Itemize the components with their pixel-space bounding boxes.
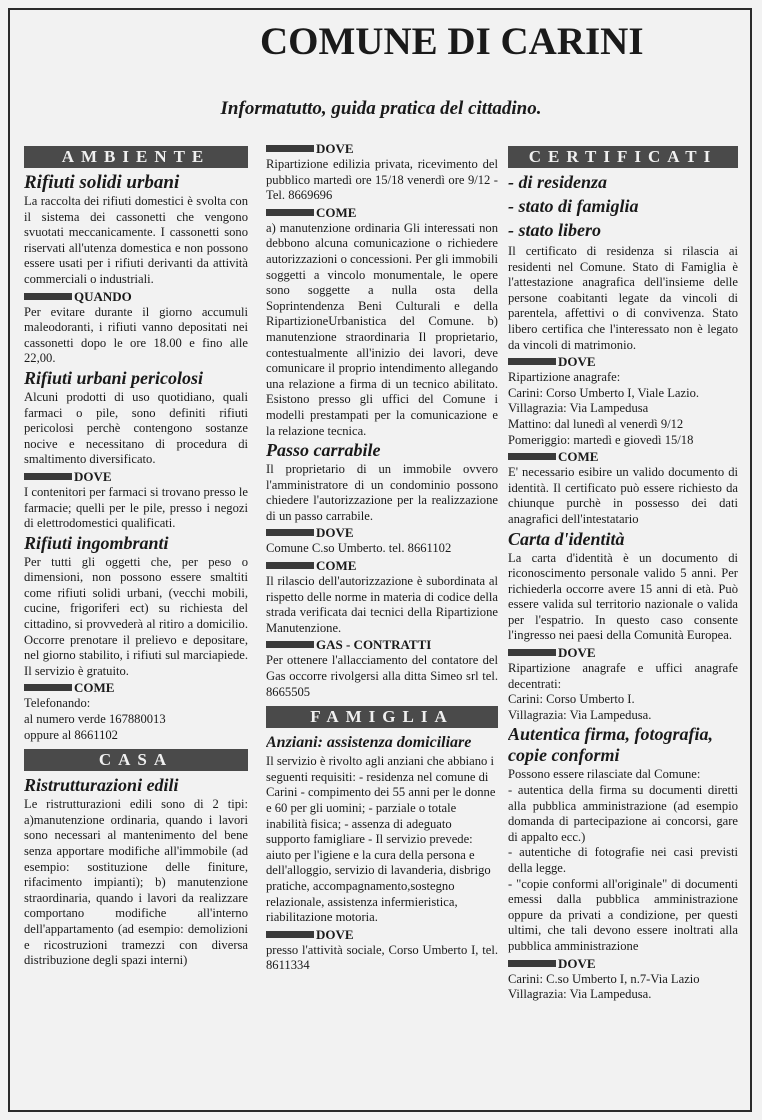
text-dove-farmaci: I contenitori per farmaci si trovano presso le farmacie; quelli per le pile, presso i negozi di elettrodomestici qualificati.	[24, 484, 248, 531]
text-autentica-firma: - autentica della firma su documenti diretti alla pubblica amministrazione (ad esempio domanda di partecipazione ai concorsi, gare di appalto ecc.)	[508, 783, 738, 844]
section-band-ambiente: AMBIENTE	[24, 146, 248, 168]
text-rilascio-autorizzazione: Il rilascio dell'autorizzazione è subordinata al rispetto delle norme in materia di codice della strada verificata dai tecnici della Ripartizione Manutenzione.	[266, 574, 498, 635]
heading-autentica-firma: Autentica firma, fotografia, copie conformi	[508, 724, 714, 766]
text-come-certificato: E' necessario esibire un valido documento di identità. Il certificato può essere richiesto da chiunque purchè in possesso dei dati anagrafici dell'intestatario	[508, 465, 738, 526]
heading-rifiuti-pericolosi: Rifiuti urbani pericolosi	[24, 367, 204, 388]
text-dove-line: Carini: Corso Umberto I, Viale Lazio.	[508, 385, 700, 400]
page-subtitle: Informatutto, guida pratica del cittadino.	[220, 98, 542, 119]
list-item-residenza: - di residenza	[508, 172, 607, 192]
label-dove: DOVE	[508, 354, 738, 369]
section-band-certificati: CERTIFICATI	[508, 146, 738, 168]
heading-rifiuti-ingombranti: Rifiuti ingombranti	[24, 532, 169, 553]
text-quando: Per evitare durante il giorno accumuli maleodoranti, i rifiuti vanno depositati nei cassonetti dopo le ore 18.00 e fino alle 22,00.	[24, 304, 248, 366]
text-gas-contratti: Per ottenere l'allacciamento del contatore del Gas occorre rivolgersi alla ditta Simeo srl tel. 8665505	[266, 653, 498, 699]
text-ristrutturazioni-edili: Le ristrutturazioni edili sono di 2 tipi: a)manutenzione ordinaria, quando i lavori sono necessari al mantenimento del bene senza apportare modifiche all'immobile (ad esempio: sostituzione delle finiture, rifacimento impianti); b) manutenzione straordinaria, quando i lavori da realizzare comportano modifiche all'interno dell'appartamento (ad esempio: demolizioni e ricostruzioni tramezzi con diversa distribuzione degli spazi interni)	[24, 797, 248, 968]
label-bar	[508, 453, 556, 460]
heading-passo-carrabile: Passo carrabile	[266, 440, 381, 461]
label-bar	[266, 931, 314, 938]
text-dove-line: Pomeriggio: martedì e giovedì 15/18	[508, 432, 694, 447]
label-come: COME	[508, 449, 738, 464]
label-bar	[24, 473, 72, 480]
label-bar	[266, 529, 314, 536]
text-dove-line: Ripartizione anagrafe:	[508, 370, 621, 385]
label-dove: DOVE	[508, 645, 738, 660]
label-bar	[508, 358, 556, 365]
label-bar	[266, 145, 314, 152]
text-certificati: Il certificato di residenza si rilascia ai residenti nel Comune. Stato di Famiglia è l'attestazione anagrafica dell'insieme delle persone coabitanti legate da vincoli di parentela, affettivi o di convivenza. Stato libero certifica che l'interessato non è legato da vincoli di matrimonio.	[508, 244, 738, 352]
column-middle	[266, 140, 498, 974]
column-right	[508, 140, 738, 1003]
text-dove-line: Mattino: dal lunedì al venerdì 9/12	[508, 416, 684, 431]
text-dove-line: Villagrazia: Via Lampedusa	[508, 401, 649, 416]
label-quando: QUANDO	[24, 289, 248, 304]
heading-anziani: Anziani: assistenza domiciliare	[266, 734, 472, 752]
label-come: COME	[266, 558, 498, 573]
text-dove-line: Ripartizione anagrafe e uffici anagrafe decentrati:	[508, 661, 738, 691]
text-come-line: Telefonando:	[24, 696, 91, 711]
label-come: COME	[266, 205, 498, 220]
label-bar	[24, 293, 72, 300]
label-come: COME	[24, 680, 248, 695]
label-bar	[266, 562, 314, 569]
text-autentica-fotografie: - autentiche di fotografie nei casi previsti della legge.	[508, 845, 738, 875]
label-bar	[266, 641, 314, 648]
heading-ristrutturazioni-edili: Ristrutturazioni edili	[24, 775, 179, 796]
text-rifiuti-solidi-urbani: La raccolta dei rifiuti domestici è svolta con il sistema dei cassonetti che vengono svuotati meccanicamente. I cassonetti sono riservati all'utenza domestica e non possono essere usati per i rifiuti derivanti da attività commerciali o industriali.	[24, 194, 248, 286]
list-item-stato-libero: - stato libero	[508, 220, 601, 240]
label-dove: DOVE	[508, 956, 738, 971]
text-oppure: oppure al 8661102	[24, 727, 118, 742]
list-item-stato-famiglia: - stato di famiglia	[508, 196, 639, 216]
text-dove-line: Carini: Corso Umberto I.	[508, 692, 635, 707]
text-carta-identita: La carta d'identità è un documento di riconoscimento personale valido 5 anni. Per richiederla occorre avere 15 anni di età. Può essere valida sul territorio nazionale o valida per l'espatrio. In questo caso consente l'ingresso nei paesi della Comunità Europea.	[508, 550, 738, 643]
page-title: COMUNE DI CARINI	[260, 20, 644, 63]
label-dove: DOVE	[266, 927, 498, 942]
heading-rifiuti-solidi-urbani: Rifiuti solidi urbani	[24, 172, 180, 193]
column-left	[24, 140, 248, 969]
label-dove: DOVE	[266, 525, 498, 540]
section-band-casa: CASA	[24, 749, 248, 771]
text-rifiuti-ingombranti: Per tutti gli oggetti che, per peso o dimensioni, non possono essere smaltiti come rifiuti solidi urbani, (vecchi mobili, cucine, frigoriferi ect) su richiesta del cittadino, si provvederà al ritiro a domicilio. Occorre prenotare il prelievo e depositare, nel giorno stabilito, i rifiuti sul marciapiede. Il servizio è gratuito.	[24, 554, 248, 678]
label-bar	[508, 960, 556, 967]
text-dove-line: Villagrazia: Via Lampedusa.	[508, 987, 652, 1002]
section-band-famiglia: FAMIGLIA	[266, 706, 498, 728]
text-numero-verde: al numero verde 167880013	[24, 712, 166, 727]
text-autentica-intro: Possono essere rilasciate dal Comune:	[508, 767, 701, 782]
text-dove-line: Carini: C.so Umberto I, n.7-Via Lazio	[508, 971, 700, 986]
heading-carta-identita: Carta d'identità	[508, 528, 625, 549]
label-bar	[24, 684, 72, 691]
label-dove: DOVE	[24, 469, 248, 484]
text-manutenzione: a) manutenzione ordinaria Gli interessati non debbono alcuna comunicazione o richiedere autorizzazioni o concessioni. Per gli immobili soggetti a vincolo monumentale, le opere sono soggette a nulla osta della Soprintendenza Beni Culturali e della RipartizioneUrbanistica del Comune. b) manutenzione straordinaria Il proprietario, contestualmente all'inizio dei lavori, deve comunicare il proprio intendimento allegando una relazione a firma di un tecnico abilitato. Esistono presso gli uffici del Comune i modelli prestampati per la comunicazione e la relazione tecnica.	[266, 220, 498, 438]
label-bar	[266, 209, 314, 216]
text-ripartizione-edilizia: Ripartizione edilizia privata, ricevimento del pubblico martedì ore 15/18 venerdì ore 9/12 - Tel. 8669696	[266, 157, 498, 203]
text-comune-corso-umberto: Comune C.so Umberto. tel. 8661102	[266, 541, 452, 556]
label-bar	[508, 649, 556, 656]
text-anziani: Il servizio è rivolto agli anziani che abbiano i seguenti requisiti: - residenza nel comune di Carini - compimento dei 55 anni per le donne e 60 per gli uomini; - parziale o totale inabilità fisica; - assenza di adeguato supporto famigliare - Il servizio prevede: aiuto per l'igiene e la cura della persona e dell'alloggio, servizio di lavanderia, disbrigo pratiche, accompagnamento,sostegno relazionale, assistenza infermieristica, riabilitazione motoria.	[266, 754, 496, 925]
text-passo-carrabile: Il proprietario di un immobile ovvero l'amministratore di un condominio possono chiedere l'autorizzazione per la realizzazione di un passo carrabile.	[266, 462, 498, 523]
text-rifiuti-pericolosi: Alcuni prodotti di uso quotidiano, quali farmaci o pile, sono definiti rifiuti pericolosi perchè contengono sostanze nocive e necessitano di procedura di smaltimento diversificato.	[24, 389, 248, 467]
label-gas-contratti: GAS - CONTRATTI	[266, 637, 498, 652]
text-copie-conformi: - "copie conformi all'originale" di documenti emessi dalla pubblica amministrazione oppure da privati a condizione, per questi ultimi, che tali devono essere inoltrati alla pubblica amministrazione	[508, 876, 738, 953]
text-dove-line: Villagrazia: Via Lampedusa.	[508, 707, 652, 722]
label-dove: DOVE	[266, 141, 498, 156]
text-attivita-sociale: presso l'attività sociale, Corso Umberto I, tel. 8611334	[266, 942, 498, 973]
